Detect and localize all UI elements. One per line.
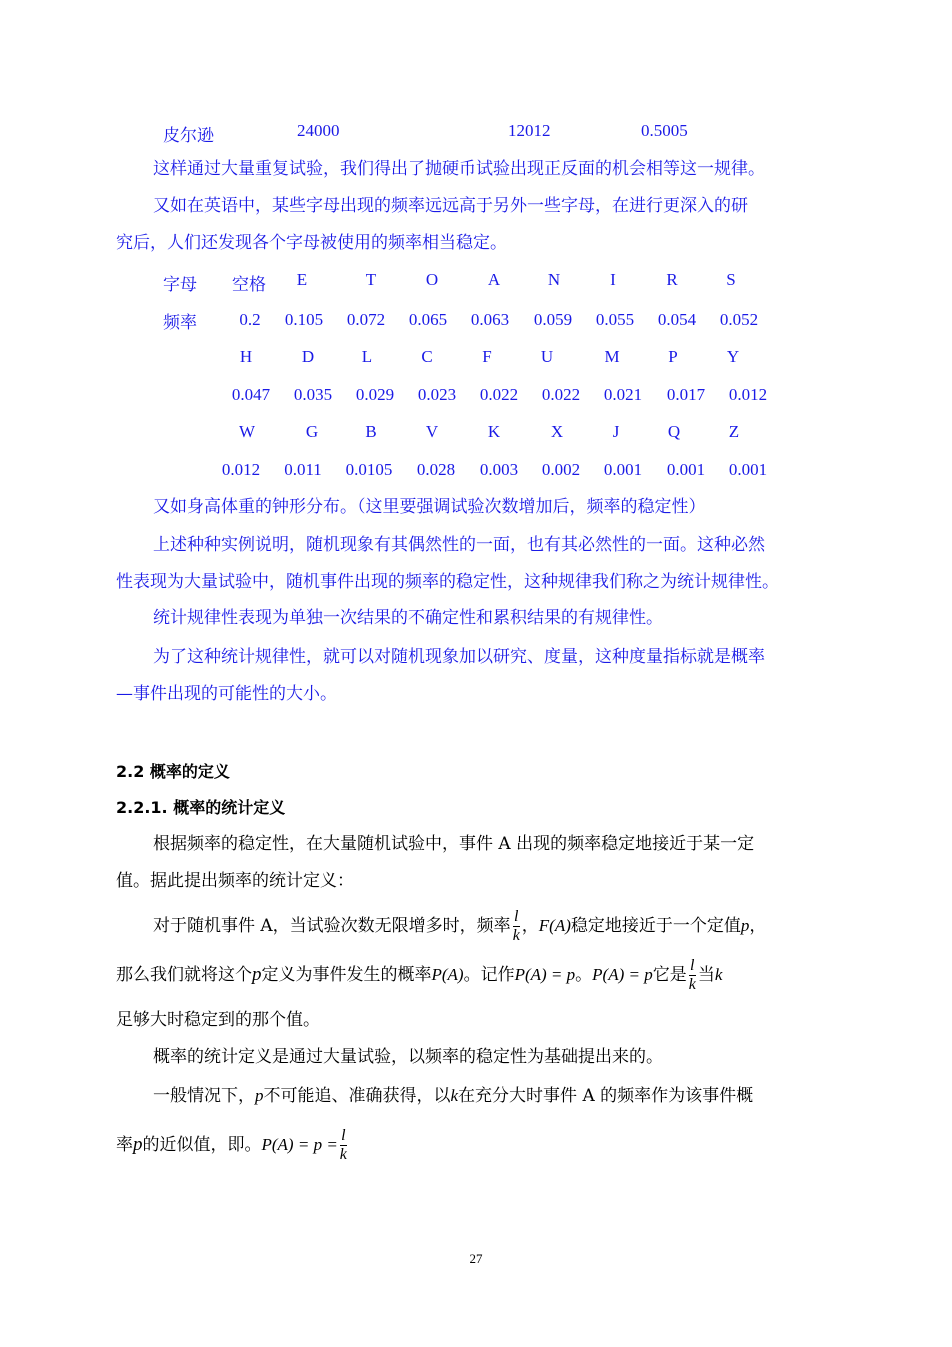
letter-cell: D: [301, 347, 315, 366]
pierson-freq: 0.5005: [641, 121, 688, 140]
freq-cell: 0.072: [346, 310, 386, 329]
freq-cell: 0.003: [479, 460, 519, 479]
fraction-l-over-k: [513, 908, 520, 945]
letter-cell: R: [666, 270, 678, 289]
paragraph-probability-def: [116, 955, 838, 995]
letter-cell: I: [610, 270, 616, 289]
text: 在充分大时事件 A 的频率作为该事件概: [458, 1086, 754, 1106]
paragraph-coin-conclusion: 这样通过大量重复试验，我们得出了抛硬币试验出现正反面的机会相等这一规律。: [153, 159, 765, 179]
freq-cell: 0.023: [417, 385, 457, 404]
paragraph-definition-2: 值。据此提出频率的统计定义：: [116, 871, 354, 891]
paragraph-regularity-2: 性表现为大量试验中，随机事件出现的频率的稳定性，这种规律我们称之为统计规律性。: [116, 572, 779, 592]
freq-cell: 0.028: [416, 460, 456, 479]
text: 定义为事件发生的概率: [261, 965, 432, 985]
freq-cell: 0.021: [603, 385, 643, 404]
text: 。记作: [463, 965, 515, 985]
letter-cell: N: [547, 270, 561, 289]
fraction-denominator: k: [688, 976, 696, 993]
text: 那么我们就将这个: [116, 965, 252, 985]
paragraph-measure-1: 为了这种统计规律性，就可以对随机现象加以研究、度量，这种度量指标就是概率: [153, 647, 765, 667]
text: 率: [116, 1135, 133, 1155]
paragraph-measure-2: —事件出现的可能性的大小。: [116, 684, 337, 704]
subsection-heading: 2.2.1. 概率的统计定义: [116, 798, 286, 817]
freq-cell: 0.001: [666, 460, 706, 479]
math-k: k: [450, 1086, 459, 1105]
letter-cell: M: [604, 347, 620, 366]
paragraph-english-2: 究后，人们还发现各个字母被使用的频率相当稳定。: [116, 233, 507, 253]
pierson-name: 皮尔逊: [163, 126, 214, 146]
letter-cell: G: [305, 422, 319, 441]
math-p: p: [740, 916, 750, 935]
math-p: p: [255, 1086, 264, 1105]
fraction-l-over-k: [340, 1127, 347, 1164]
letter-cell: L: [361, 347, 373, 366]
fraction-numerator: l: [690, 957, 695, 974]
letter-cell: Q: [667, 422, 681, 441]
math-p: p: [252, 964, 262, 985]
paragraph-frequency-limit: [153, 906, 838, 946]
page-number: 27: [469, 1251, 483, 1266]
paragraph-definition-1: 根据频率的稳定性，在大量随机试验中，事件 A 出现的频率稳定地接近于某一定: [153, 834, 755, 854]
text: 的近似值，即。: [142, 1135, 262, 1155]
text: 一般情况下，: [153, 1086, 255, 1106]
freq-cell: 0.063: [470, 310, 510, 329]
letter-cell: O: [425, 270, 439, 289]
section-heading: 2.2 概率的定义: [116, 762, 230, 781]
fraction-denominator: k: [339, 1146, 347, 1163]
paragraph-regularity-1: 上述种种实例说明，随机现象有其偶然性的一面，也有其必然性的一面。这种必然: [153, 535, 765, 555]
math-FA: F(A): [538, 916, 571, 935]
paragraph-bell-curve: 又如身高体重的钟形分布。（这里要强调试验次数增加后，频率的稳定性）: [153, 497, 706, 517]
freq-cell: 0.012: [728, 385, 768, 404]
letter-cell: E: [296, 270, 308, 289]
freq-cell: 0.001: [728, 460, 768, 479]
letter-cell: J: [612, 422, 620, 441]
text: 它是: [652, 965, 687, 985]
paragraph-stable-value: 足够大时稳定到的那个值。: [116, 1010, 320, 1030]
text: ，: [749, 916, 767, 936]
letter-cell: A: [487, 270, 501, 289]
letter-cell: T: [365, 270, 377, 289]
freq-cell: 0.047: [231, 385, 271, 404]
freq-cell: 0.105: [284, 310, 324, 329]
freq-cell: 0.012: [221, 460, 261, 479]
letters-label: 字母: [163, 275, 197, 295]
math-equation: P(A) = p: [514, 965, 576, 984]
text: 对于随机事件 A，当试验次数无限增多时，频率: [153, 916, 511, 936]
freq-cell: 0.054: [657, 310, 697, 329]
text: ，: [521, 916, 539, 936]
freq-cell: 0.001: [603, 460, 643, 479]
fraction-numerator: l: [341, 1127, 346, 1144]
math-equation: P(A) = p =: [261, 1135, 338, 1154]
freq-cell: 0.029: [355, 385, 395, 404]
pierson-tosses: 24000: [297, 121, 340, 140]
letter-cell: Z: [728, 422, 740, 441]
fraction-denominator: k: [512, 927, 520, 944]
freq-cell: 0.022: [479, 385, 519, 404]
text: 稳定地接近于一个定值: [570, 916, 741, 936]
letter-cell: X: [550, 422, 564, 441]
fraction-l-over-k: [689, 957, 696, 994]
paragraph-english-1: 又如在英语中，某些字母出现的频率远远高于另外一些字母，在进行更深入的研: [153, 196, 748, 216]
letter-cell: W: [238, 422, 256, 441]
letter-cell: H: [239, 347, 253, 366]
freq-cell: 0.022: [541, 385, 581, 404]
paragraph-statistical-def: 概率的统计定义是通过大量试验，以频率的稳定性为基础提出来的。: [153, 1047, 663, 1067]
fraction-numerator: l: [514, 908, 519, 925]
letter-cell: F: [482, 347, 492, 366]
freq-cell: 0.052: [719, 310, 759, 329]
letter-cell: B: [365, 422, 377, 441]
letter-cell: C: [421, 347, 433, 366]
freq-cell: 0.065: [408, 310, 448, 329]
freq-label: 频率: [163, 313, 197, 333]
freq-cell: 0.011: [284, 460, 322, 479]
letter-cell: 空格: [232, 275, 266, 294]
paragraph-approximation-1: [153, 1084, 838, 1108]
freq-cell: 0.035: [293, 385, 333, 404]
letter-cell: V: [425, 422, 439, 441]
letter-cell: Y: [726, 347, 740, 366]
math-PA: P(A): [431, 965, 464, 984]
math-equation: P(A) = p: [592, 965, 653, 984]
paragraph-statistical: 统计规律性表现为单独一次结果的不确定性和累积结果的有规律性。: [153, 608, 663, 628]
letter-cell: P: [668, 347, 678, 366]
freq-cell: 0.2: [239, 310, 261, 329]
text: 。: [575, 965, 593, 985]
pierson-heads: 12012: [508, 121, 551, 140]
letter-cell: S: [726, 270, 736, 289]
freq-cell: 0.017: [666, 385, 706, 404]
paragraph-approximation-2: [116, 1125, 838, 1165]
math-k: k: [714, 965, 723, 984]
text: 当: [697, 965, 715, 985]
freq-cell: 0.055: [595, 310, 635, 329]
letter-cell: U: [540, 347, 554, 366]
freq-cell: 0.002: [541, 460, 581, 479]
math-p: p: [133, 1134, 143, 1155]
text: 不可能追、准确获得，以: [263, 1086, 451, 1106]
freq-cell: 0.059: [533, 310, 573, 329]
letter-cell: K: [487, 422, 501, 441]
freq-cell: 0.0105: [345, 460, 393, 479]
